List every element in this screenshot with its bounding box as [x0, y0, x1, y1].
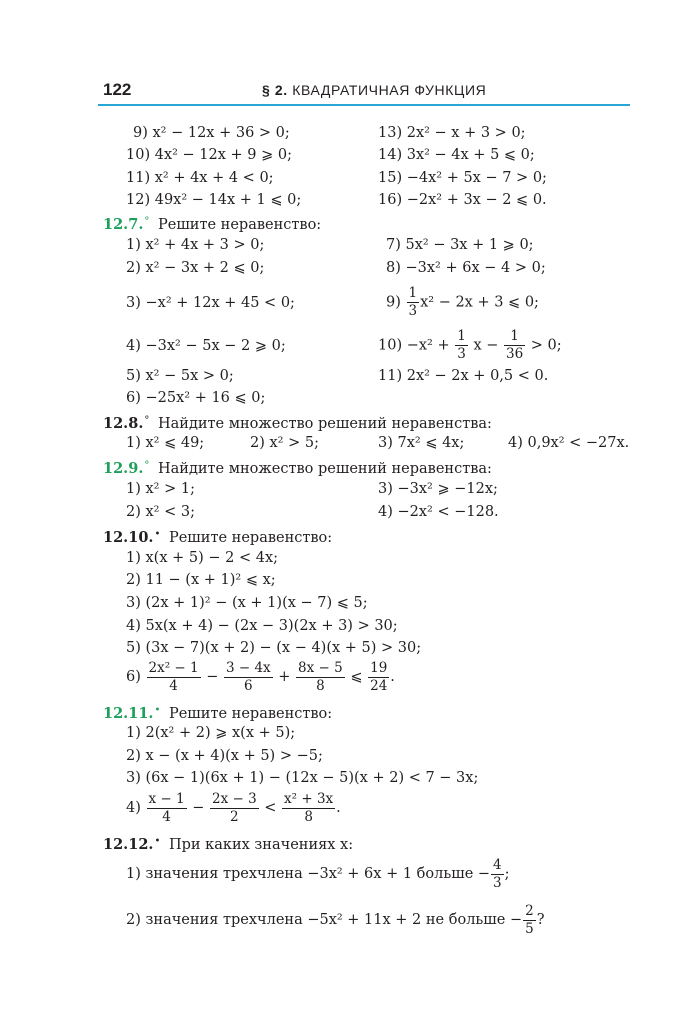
exercise-heading — [103, 412, 492, 433]
fraction — [504, 328, 525, 363]
fraction-numerator: x² + 3x — [284, 790, 334, 807]
exercise-number: 12.11. — [103, 705, 154, 722]
fraction — [491, 857, 504, 892]
fraction — [455, 328, 468, 363]
section-title: КВАДРАТИЧНАЯ ФУНКЦИЯ — [292, 82, 487, 98]
item-end: ? — [536, 912, 545, 928]
exercise-item: 4) −2x² < −128. — [378, 504, 499, 520]
fraction — [210, 791, 259, 826]
item-end: ; — [504, 866, 510, 882]
section-number: § 2. — [262, 82, 288, 98]
exercise-item: 11) 2x² − 2x + 0,5 < 0. — [378, 368, 549, 384]
fraction — [147, 791, 187, 826]
item-rest: x² − 2x + 3 ⩽ 0; — [420, 294, 539, 311]
exercise-item — [386, 285, 539, 320]
exercise-item: 3) (2x + 1)² − (x + 1)(x − 7) ⩽ 5; — [126, 595, 368, 611]
exercise-question: При каких значениях x: — [168, 837, 354, 853]
fraction-numerator: 1 — [457, 328, 466, 344]
fraction-numerator: 1 — [504, 328, 525, 346]
fraction — [224, 660, 273, 695]
exercise-item: 14) 3x² − 4x + 5 ⩽ 0; — [378, 147, 535, 163]
fraction-denominator: 3 — [493, 874, 502, 891]
fraction — [407, 285, 420, 320]
item-mid: x − — [473, 337, 499, 354]
fraction — [147, 660, 201, 695]
exercise-item: 1) x² + 4x + 3 > 0; — [126, 237, 265, 253]
exercise-item: 12) 49x² − 14x + 1 ⩽ 0; — [126, 192, 302, 208]
exercise-number: 12.10. — [103, 529, 154, 546]
exercise-heading — [103, 213, 321, 234]
exercise-item: 2) x² > 5; — [250, 435, 319, 451]
fraction-numerator: 4 — [493, 856, 502, 873]
exercise-item: 8) −3x² + 6x − 4 > 0; — [386, 260, 546, 276]
fraction-numerator: 2x − 3 — [211, 790, 257, 807]
exercise-item: 7) 5x² − 3x + 1 ⩾ 0; — [386, 237, 534, 253]
fraction — [282, 791, 335, 826]
exercise-item: 13) 2x² − x + 3 > 0; — [378, 125, 526, 141]
fraction — [296, 660, 345, 695]
fraction-numerator: 3 − 4x — [225, 659, 271, 676]
difficulty-mark: ° — [144, 216, 150, 227]
difficulty-mark: • — [154, 836, 161, 847]
fraction-numerator: x − 1 — [148, 790, 185, 807]
exercise-item: 2) 11 − (x + 1)² ⩽ x; — [126, 572, 276, 588]
difficulty-mark: ° — [144, 415, 150, 426]
operator: − — [192, 800, 205, 816]
difficulty-mark: • — [154, 529, 161, 540]
exercise-item: 3) (6x − 1)(6x + 1) − (12x − 5)(x + 2) < 7 − 3x; — [126, 770, 479, 786]
fraction — [523, 903, 536, 938]
exercise-item: 5) (3x − 7)(x + 2) − (x − 4)(x + 5) > 30; — [126, 640, 422, 656]
exercise-item: 3) −x² + 12x + 45 < 0; — [126, 295, 295, 311]
exercise-question: Решите неравенство: — [168, 706, 333, 722]
fraction — [368, 660, 389, 695]
fraction-denominator: 2 — [230, 808, 239, 825]
fraction-numerator: 2x² − 1 — [148, 659, 199, 676]
exercise-heading — [103, 457, 492, 478]
exercise-item: 16) −2x² + 3x − 2 ⩽ 0. — [378, 192, 547, 208]
item-prefix: 9) — [386, 294, 401, 311]
exercise-item: 9) x² − 12x + 36 > 0; — [133, 125, 290, 141]
fraction-denominator: 3 — [457, 346, 466, 362]
item-text: 1) значения трехчлена −3x² + 6x + 1 больше − — [126, 866, 491, 882]
fraction-denominator: 5 — [525, 920, 534, 937]
item-rest: > 0; — [530, 337, 562, 354]
fraction-denominator: 4 — [162, 808, 171, 825]
exercise-question: Решите неравенство: — [168, 530, 333, 546]
exercise-item: 3) −3x² ⩾ −12x; — [378, 481, 498, 497]
exercise-number: 12.7. — [103, 216, 144, 233]
exercise-item: 11) x² + 4x + 4 < 0; — [126, 170, 274, 186]
exercise-item: 10) 4x² − 12x + 9 ⩾ 0; — [126, 147, 292, 163]
fraction-numerator: 1 — [408, 285, 418, 301]
fraction-denominator: 8 — [316, 677, 325, 694]
exercise-question: Решите неравенство: — [157, 217, 322, 233]
exercise-heading — [103, 526, 332, 547]
exercise-item: 2) x² < 3; — [126, 504, 195, 520]
page-number: 122 — [103, 80, 132, 99]
exercise-item: 1) x² > 1; — [126, 481, 195, 497]
exercise-item: 2) x² − 3x + 2 ⩽ 0; — [126, 260, 265, 276]
fraction-denominator: 3 — [408, 303, 418, 319]
exercise-item — [126, 659, 395, 695]
difficulty-mark: ° — [144, 460, 150, 471]
item-text: 2) значения трехчлена −5x² + 11x + 2 не больше − — [126, 912, 523, 928]
exercise-item: 3) 7x² ⩽ 4x; — [378, 435, 465, 451]
exercise-item: 1) x² ⩽ 49; — [126, 435, 205, 451]
operator: − — [206, 669, 219, 685]
exercise-item: 4) −3x² − 5x − 2 ⩾ 0; — [126, 338, 286, 354]
operator: + — [278, 669, 291, 685]
fraction-numerator: 19 — [370, 659, 388, 676]
exercise-item: 6) −25x² + 16 ⩽ 0; — [126, 390, 266, 406]
exercise-item — [126, 856, 510, 892]
item-prefix: 6) — [126, 669, 141, 685]
fraction-denominator: 24 — [370, 677, 388, 694]
exercise-number: 12.9. — [103, 460, 144, 477]
item-end: . — [336, 800, 341, 816]
fraction-denominator: 6 — [244, 677, 253, 694]
exercise-item: 5) x² − 5x > 0; — [126, 368, 234, 384]
exercise-question: Найдите множество решений неравенства: — [157, 461, 492, 477]
exercise-item: 1) x(x + 5) − 2 < 4x; — [126, 550, 279, 566]
fraction-numerator: 2 — [525, 902, 534, 919]
fraction-numerator: 8x − 5 — [298, 659, 343, 676]
operator: < — [264, 800, 277, 816]
fraction-denominator: 36 — [505, 346, 524, 362]
exercise-item: 4) 5x(x + 4) − (2x − 3)(2x + 3) > 30; — [126, 618, 398, 634]
exercise-item: 1) 2(x² + 2) ⩾ x(x + 5); — [126, 725, 296, 741]
exercise-item: 2) x − (x + 4)(x + 5) > −5; — [126, 748, 323, 764]
exercise-item — [378, 328, 562, 363]
exercise-item: 15) −4x² + 5x − 7 > 0; — [378, 170, 547, 186]
fraction-denominator: 4 — [169, 677, 178, 694]
exercise-item — [126, 790, 341, 826]
exercise-item — [126, 902, 545, 938]
item-end: . — [390, 669, 395, 685]
item-prefix: 4) — [126, 800, 141, 816]
exercise-number: 12.8. — [103, 415, 144, 432]
difficulty-mark: • — [154, 705, 161, 716]
exercise-item: 4) 0,9x² < −27x. — [508, 435, 630, 451]
item-prefix: 10) −x² + — [378, 337, 450, 354]
exercise-heading — [103, 702, 332, 723]
fraction-denominator: 8 — [304, 808, 313, 825]
exercise-heading — [103, 833, 353, 854]
operator: ⩽ — [350, 669, 363, 685]
exercise-number: 12.12. — [103, 836, 154, 853]
exercise-question: Найдите множество решений неравенства: — [157, 416, 492, 432]
